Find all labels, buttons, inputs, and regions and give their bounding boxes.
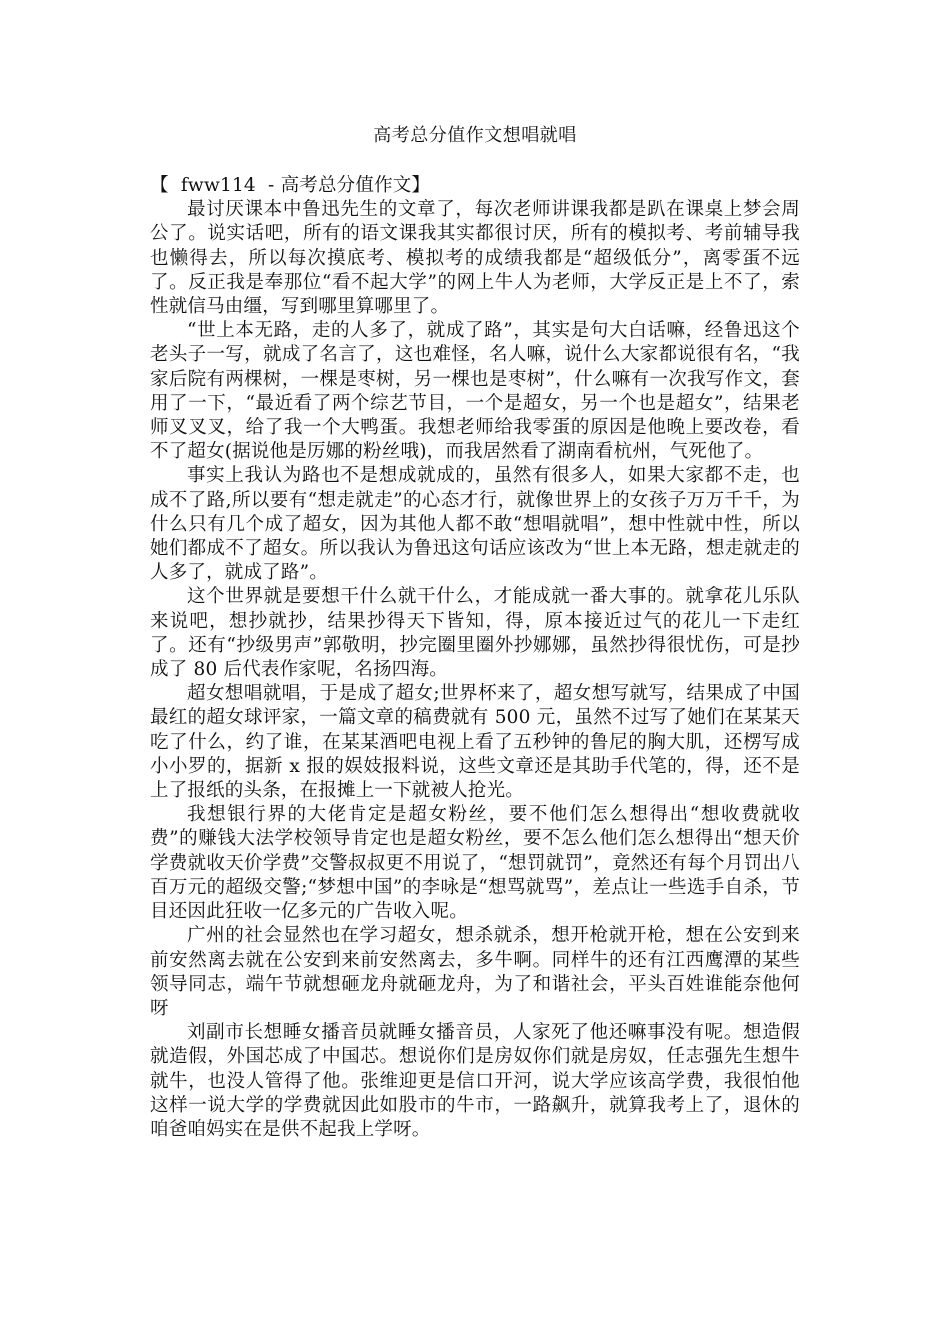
paragraph: 广州的社会显然也在学习超女，想杀就杀，想开枪就开枪，想在公安到来前安然离去就在公安到来前安然离去，多牛啊。同样牛的还有江西鹰潭的某些领导同志，端午节就想砸龙舟就砸龙舟，为了和谐社会，平头百姓谁能奈他何呀 bbox=[150, 925, 800, 1019]
paragraph: 最讨厌课本中鲁迅先生的文章了，每次老师讲课我都是趴在课桌上梦会周公了。说实话吧，所有的语文课我其实都很讨厌，所有的模拟考、考前辅导我也懒得去，所以每次摸底考、模拟考的成绩我都是“超级低分”，离零蛋不远了。反正我是奉那位“看不起大学”的网上牛人为老师，大学反正是上不了，索性就信马由缰，写到哪里算哪里了。 bbox=[150, 199, 800, 318]
source-header: 【 fww114 - 高考总分值作文】 bbox=[150, 175, 431, 196]
paragraph: “世上本无路，走的人多了，就成了路”，其实是句大白话嘛，经鲁迅这个老头子一写，就成了名言了，这也难怪，名人嘛，说什么大家都说很有名，“我家后院有两棵树，一棵是枣树，另一棵也是枣树”，什么嘛有一次我写作文，套用了一下，“最近看了两个综艺节目，一个是超女，另一个也是超女”，结果老师叉叉叉，给了我一个大鸭蛋。我想老师给我零蛋的原因是他晚上要改卷，看不了超女(据说他是厉娜的粉丝哦)，而我居然看了湖南看杭州，气死他了。 bbox=[150, 320, 800, 463]
paragraph: 超女想唱就唱，于是成了超女;世界杯来了，超女想写就写，结果成了中国最红的超女球评家，一篇文章的稿费就有 500 元，虽然不过写了她们在某某天吃了什么，约了谁，在某某酒吧电视上看了五秒钟的鲁尼的胸大肌，还楞写成小小罗的，据新 x 报的娱妓报料说，这些文章还是其助手代笔的，得，还不是上了报纸的头条，在报摊上一下就被人抢光。 bbox=[150, 683, 800, 802]
paragraph: 事实上我认为路也不是想成就成的，虽然有很多人，如果大家都不走，也成不了路,所以要有“想走就走”的心态才行，就像世界上的女孩子万万千千，为什么只有几个成了超女，因为其他人都不敢“想唱就唱”，想中性就中性，所以她们都成不了超女。所以我认为鲁迅这句话应该改为“世上本无路，想走就走的人多了，就成了路”。 bbox=[150, 465, 800, 584]
paragraph: 我想银行界的大佬肯定是超女粉丝，要不他们怎么想得出“想收费就收费”的赚钱大法学校领导肯定也是超女粉丝，要不怎么他们怎么想得出“想天价学费就收天价学费”交警叔叔更不用说了，“想罚就罚”，竟然还有每个月罚出八百万元的超级交警;“梦想中国”的李咏是“想骂就骂”，差点让一些选手自杀，节目还因此狂收一亿多元的广告收入呢。 bbox=[150, 804, 800, 923]
document-body bbox=[150, 174, 800, 1142]
paragraph: 这个世界就是要想干什么就干什么，才能成就一番大事的。就拿花儿乐队来说吧，想抄就抄，结果抄得天下皆知，得，原本接近过气的花儿一下走红了。还有“抄级男声”郭敬明，抄完圈里圈外抄娜娜，虽然抄得很忧伤，可是抄成了 80 后代表作家呢，名扬四海。 bbox=[150, 586, 800, 681]
document-title: 高考总分值作文想唱就唱 bbox=[373, 125, 577, 146]
paragraph: 刘副市长想睡女播音员就睡女播音员，人家死了他还嘛事没有呢。想造假就造假，外国芯成了中国芯。想说你们是房奴你们就是房奴，任志强先生想牛就牛，也没人管得了他。张维迎更是信口开河，说大学应该高学费，我很怕他这样一说大学的学费就因此如股市的牛市，一路飙升，就算我考上了，退休的咱爸咱妈实在是供不起我上学呀。 bbox=[150, 1022, 800, 1140]
